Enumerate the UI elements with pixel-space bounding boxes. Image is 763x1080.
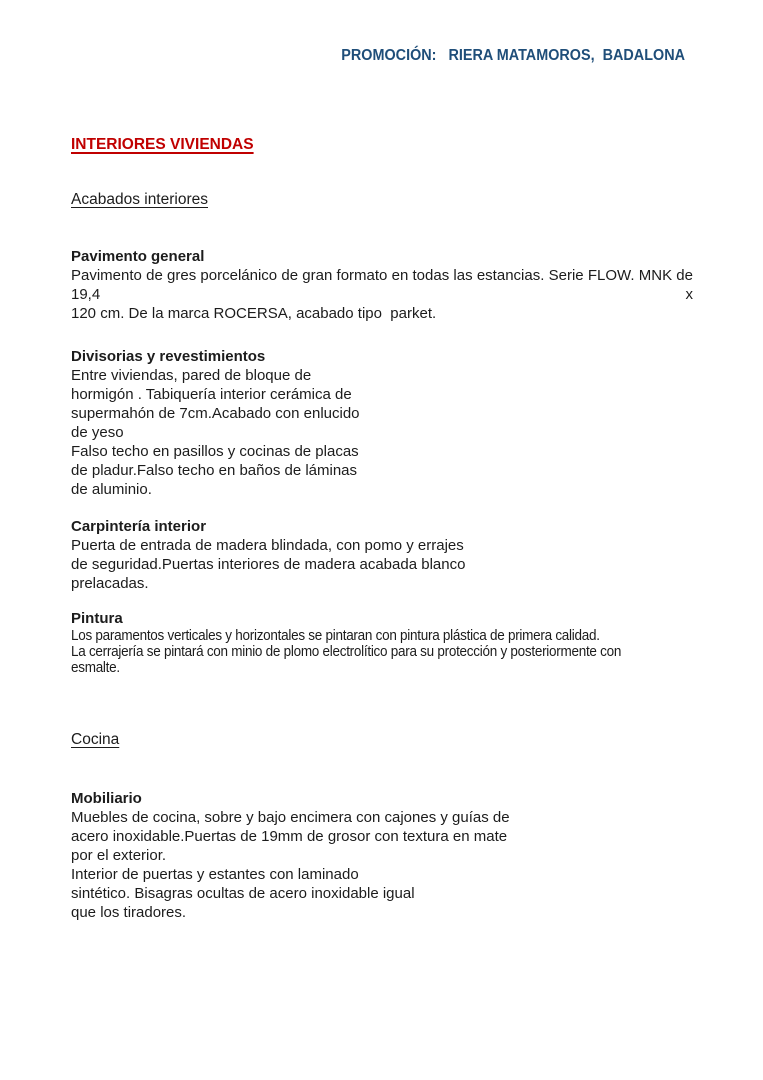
subsection-pintura-heading: Pintura bbox=[71, 610, 123, 627]
subsection-divisorias-body: Entre viviendas, pared de bloque de hormigón . Tabiquería interior cerámica de supermahón de 7cm.Acabado con enlucido de yeso Falso techo en pasillos y cocinas de placas de pladur.Falso techo en baños de láminas de aluminio. bbox=[71, 367, 360, 498]
subsection-mobiliario bbox=[71, 789, 693, 922]
main-title-text: INTERIORES VIVIENDAS bbox=[71, 136, 254, 153]
subsection-pavimento bbox=[71, 247, 698, 323]
subsection-pavimento-body: Pavimento de gres porcelánico de gran formato en todas las estancias. Serie FLOW. MNK de 19,4 x 120 cm. De la marca ROCERSA, acabado tipo parket. bbox=[71, 267, 698, 322]
main-title bbox=[71, 135, 693, 154]
subsection-pintura bbox=[71, 609, 693, 676]
subsection-carpinteria-heading: Carpintería interior bbox=[71, 518, 207, 535]
section-title-cocina-text: Cocina bbox=[71, 731, 120, 748]
subsection-carpinteria-body: Puerta de entrada de madera blindada, con pomo y errajes de seguridad.Puertas interiores de madera acabada blanco prelacadas. bbox=[71, 537, 466, 592]
section-title-cocina bbox=[71, 730, 693, 749]
subsection-divisorias-heading: Divisorias y revestimientos bbox=[71, 348, 266, 365]
promotion-header: PROMOCIÓN: RIERA MATAMOROS, BADALONA bbox=[341, 47, 685, 64]
subsection-mobiliario-body: Muebles de cocina, sobre y bajo encimera con cajones y guías de acero inoxidable.Puertas de 19mm de grosor con textura en mate por el exterior. Interior de puertas y estantes con laminado sintético. Bisagras ocultas de acero inoxidable igual que los tiradores. bbox=[71, 809, 510, 921]
section-title-acabados-text: Acabados interiores bbox=[71, 191, 208, 208]
subsection-pintura-body: Los paramentos verticales y horizontales se pintaran con pintura plástica de primera calidad. La cerrajería se pintará con minio de plomo electrolítico para su protección y posteriormente con esmalte. bbox=[71, 627, 622, 676]
section-title-acabados bbox=[71, 190, 693, 209]
subsection-pavimento-heading: Pavimento general bbox=[71, 248, 205, 265]
subsection-divisorias bbox=[71, 347, 693, 499]
subsection-mobiliario-heading: Mobiliario bbox=[71, 790, 142, 807]
subsection-carpinteria bbox=[71, 517, 693, 593]
